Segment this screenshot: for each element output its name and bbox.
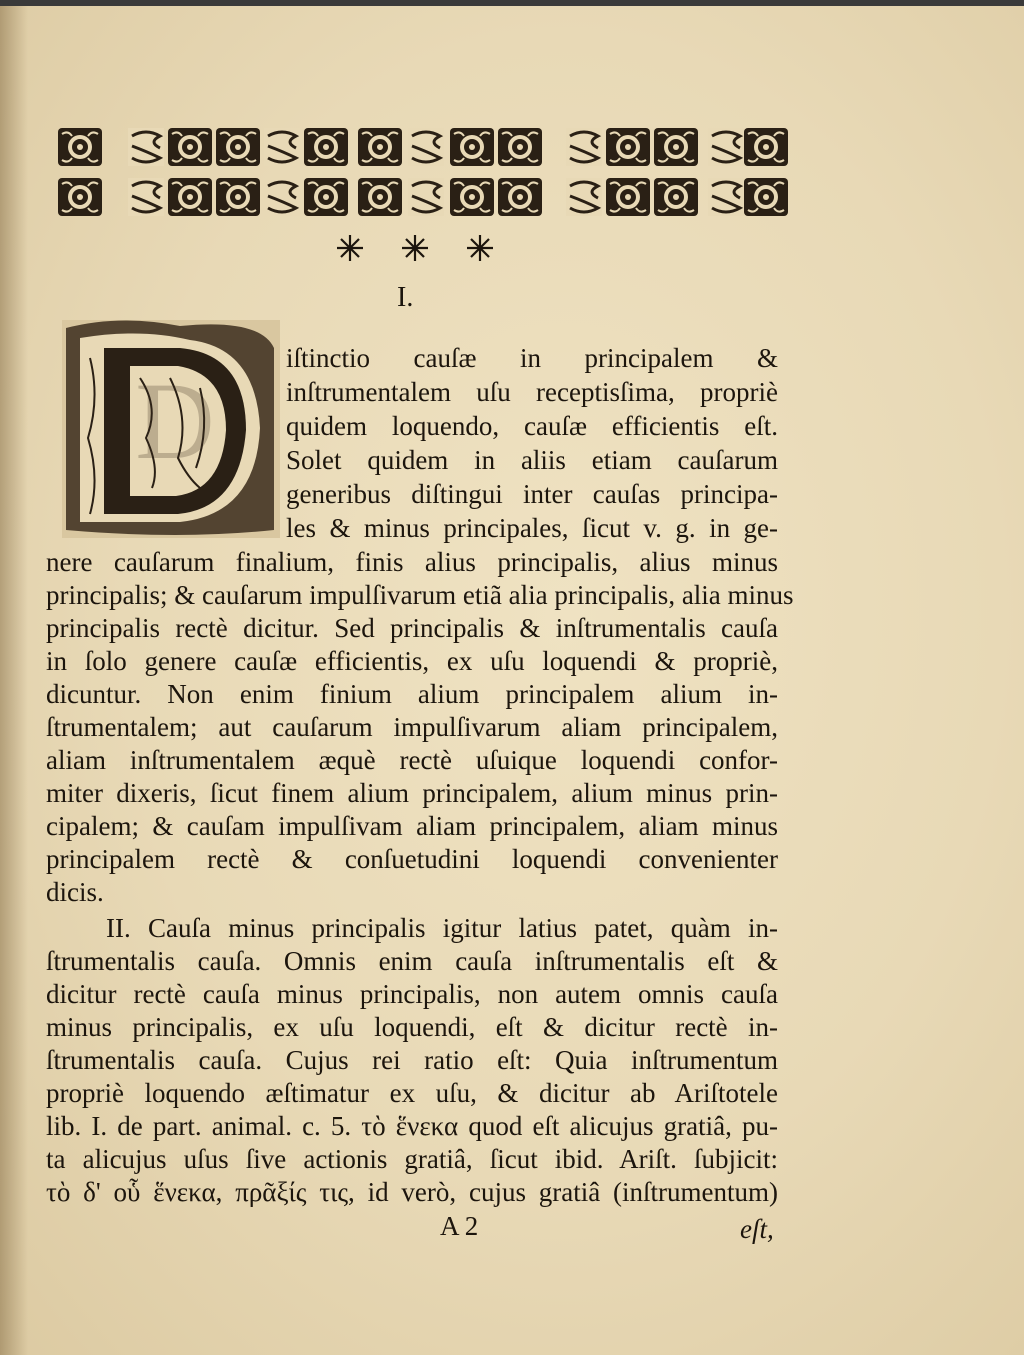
text-line: miter dixeris, ſicut finem alium principalem, alium minus prin- — [46, 778, 778, 808]
text-line: τὸ δ' οὗ ἕνεκα, πρᾶξίς τις, id verò, cujus gratiâ (inſtrumentum) — [46, 1177, 778, 1207]
text-line: ſtrumentalem; aut cauſarum impulſivarum aliam principalem, — [46, 712, 778, 742]
text-line: principalis rectè dicitur. Sed principalis & inſtrumentalis cauſa — [46, 613, 778, 643]
text-line: dicitur rectè cauſa minus principalis, non autem omnis cauſa — [46, 979, 778, 1009]
decorated-initial — [60, 318, 282, 540]
text-line: inſtrumentalem uſu receptisſima, propriè — [286, 377, 778, 407]
text-line: principalem rectè & conſuetudini loquendi convenienter — [46, 844, 778, 874]
signature-mark: A 2 — [440, 1211, 479, 1241]
text-line: generibus diſtingui inter cauſas principa- — [286, 479, 778, 509]
text-line: iſtinctio cauſæ in principalem & — [286, 343, 778, 373]
text-line: minus principalis, ex uſu loquendi, eſt & dicitur rectè in- — [46, 1012, 778, 1042]
gutter-shadow — [0, 6, 28, 1355]
text-line: les & minus principales, ſicut v. g. in ge- — [286, 513, 778, 543]
text-line: dicuntur. Non enim finium alium principalem alium in- — [46, 679, 778, 709]
text-line: propriè loquendo æſtimatur ex uſu, & dicitur ab Ariſtotele — [46, 1078, 778, 1108]
text-line: II. Cauſa minus principalis igitur latius patet, quàm in- — [106, 913, 778, 943]
text-line: aliam inſtrumentalem æquè rectè uſuique loquendi confor- — [46, 745, 778, 775]
text-line: cipalem; & cauſam impulſivam aliam principalem, aliam minus — [46, 811, 778, 841]
text-line: Solet quidem in aliis etiam cauſarum — [286, 445, 778, 475]
text-line: in ſolo genere cauſæ efficientis, ex uſu loquendi & propriè, — [46, 646, 778, 676]
text-line: lib. I. de part. animal. c. 5. τὸ ἕνεκα quod eſt alicujus gratiâ, pu- — [46, 1111, 778, 1141]
ornamental-headpiece — [58, 124, 788, 222]
text-line: ſtrumentalis cauſa. Cujus rei ratio eſt: Quia inſtrumentum — [46, 1045, 778, 1075]
text-line: ta alicujus uſus ſive actionis gratiâ, ſicut ibid. Ariſt. ſubjicit: — [46, 1144, 778, 1174]
text-line: principalis; & cauſarum impulſivarum etiã alia principalis, alia minus — [46, 580, 794, 610]
text-line: ſtrumentalis cauſa. Omnis enim cauſa inſtrumentalis eſt & — [46, 946, 778, 976]
book-page — [0, 6, 1024, 1355]
text-line: nere cauſarum finalium, finis alius principalis, alius minus — [46, 547, 778, 577]
asterism — [320, 228, 510, 268]
svg-text:D: D — [135, 360, 215, 482]
section-number: I. — [397, 282, 414, 313]
catchword: eſt, — [740, 1214, 774, 1244]
text-line: quidem loquendo, cauſæ efficientis eſt. — [286, 411, 778, 441]
text-line: dicis. — [46, 877, 104, 907]
